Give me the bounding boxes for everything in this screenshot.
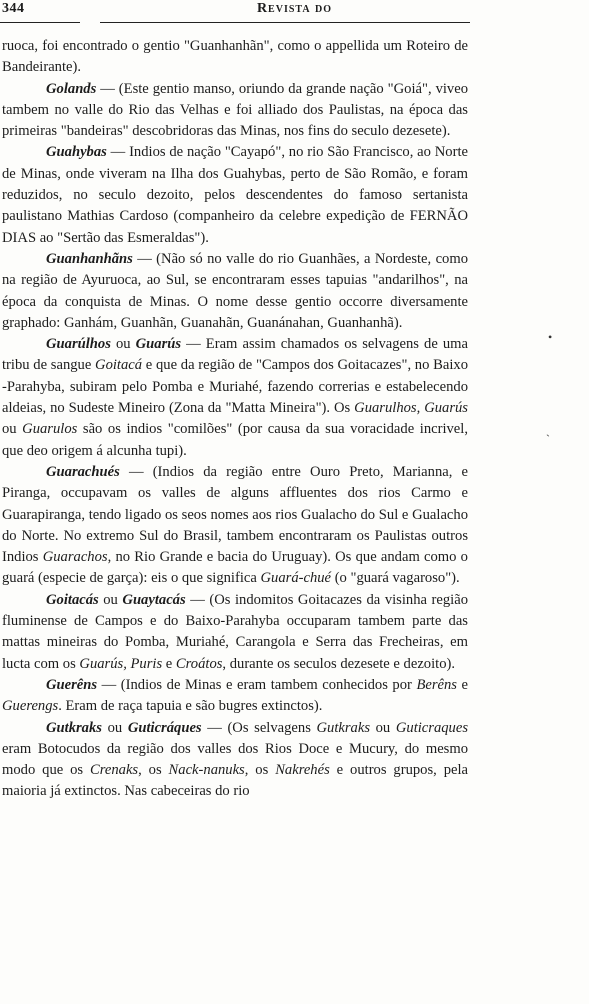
text-run: e outros grupos, pela maioria já extinctos. Nas cabeceiras do rio: [2, 762, 469, 800]
italic-name: Nakrehés: [275, 762, 330, 779]
italic-name: Guarús, Puris: [79, 655, 163, 672]
text-run: (o "guará vagaroso").: [331, 570, 460, 587]
text-run: ou: [2, 421, 23, 438]
entry-term: Gutkraks: [46, 719, 102, 736]
paragraph: [2, 675, 468, 718]
text-run: eram Botocudos da região dos valles dos Rios Doce e Mucury, do mesmo modo que os: [2, 740, 468, 779]
italic-name: Goitacá: [95, 357, 143, 374]
paragraph: [2, 36, 468, 79]
text-run: — (Este gentio manso, oriundo da grande nação "Goiá", viveo tambem no valle do Rio das Velhas e foi alliado dos Paulistas, na época das primeiras "bandeiras" descobridoras das Minas, nos fins do seculo dezesete).: [2, 80, 468, 140]
paragraph: [2, 718, 468, 803]
entry-term: Guarúlhos: [46, 336, 111, 353]
italic-name: Berêns: [416, 676, 457, 693]
page-header: [0, 0, 589, 20]
body-text: [2, 36, 468, 803]
entry-term: Guaytacás: [122, 591, 186, 608]
text-run: , os: [244, 762, 276, 779]
text-run: ruoca, foi encontrado o gentio "Guanhanhãn", como o appellida um Roteiro de Bandeirante).: [2, 38, 468, 76]
text-run: são os indios "comilões" (por causa da sua voracidade incrivel, que deo origem á alcunha tupi).: [2, 421, 468, 459]
text-run: e que da região de "Campos dos Goitacazes", no Baixo -Parahyba, subiram pelo Pomba e Muriahé, fazendo correrias e estabelecendo aldeias, no Sudeste Mineiro (Zona da "Matta Mineira"). Os: [2, 357, 468, 417]
entry-term: Guahybas: [46, 144, 107, 161]
italic-name: Guarachos: [42, 549, 108, 566]
text-run: e: [456, 676, 468, 693]
text-run: — (Os selvagens: [201, 719, 317, 736]
paragraph: [2, 590, 468, 675]
italic-name: Guticraques: [395, 719, 469, 736]
entry-term: Guerêns: [46, 676, 98, 693]
text-run: — Indios de nação "Cayapó", no rio São Francisco, ao Norte de Minas, onde viveram na Ilha dos Guahybas, perto de São Romão, e foram reduzidos, no seculo dezoito, pelos descendentes do famoso sertanista paulistano Mathias Cardoso (companheiro da celebre expedição de FERNÃO DIAS ao "Sertão das Esmeraldas").: [2, 144, 468, 246]
italic-name: Guerengs: [2, 698, 59, 715]
paragraph: [2, 79, 468, 143]
text-run: ou: [110, 336, 136, 353]
italic-name: Guarulhos, Guarús: [354, 400, 468, 417]
entry-term: Goitacás: [46, 591, 99, 608]
italic-name: Nack-nanuks: [168, 762, 245, 779]
header-rule-left: [0, 22, 80, 23]
text-run: — (Indios de Minas e eram tambem conhecidos por: [97, 676, 417, 693]
italic-name: Guará-chué: [260, 570, 332, 587]
text-run: , durante os seculos dezesete e dezoito).: [222, 655, 456, 672]
text-run: — (Não só no valle do rio Guanhães, a Nordeste, como na região de Ayuruoca, ao Sul, se encontraram esses tapuias "andarilhos", na época da conquista de Minas. O nome desse gentio occorre diversamente graphado: Ganhám, Guanhãn, Guanahãn, Guanánahan, Guanhanhã).: [2, 250, 468, 331]
paragraph: [2, 462, 468, 590]
running-head: Revista do: [256, 1, 333, 16]
entry-term: Guanhanhãns: [46, 250, 133, 267]
text-run: ou: [98, 591, 123, 608]
entry-term: Guarachués: [46, 463, 120, 480]
header-rule-right: [100, 22, 470, 23]
entry-term: Golands: [46, 80, 97, 97]
text-run: e: [162, 655, 176, 672]
italic-name: Crenaks: [90, 762, 139, 779]
entry-term: Guarús: [135, 336, 182, 353]
print-speck: •: [548, 330, 553, 344]
text-run: — Eram assim chamados os selvagens de uma tribu de sangue: [2, 336, 469, 374]
text-run: , os: [138, 762, 169, 779]
page-number: 344: [2, 1, 25, 16]
paragraph: [2, 142, 468, 248]
paragraph: [2, 334, 468, 462]
entry-term: Guticráques: [127, 719, 202, 736]
italic-name: Gutkraks: [316, 719, 371, 736]
italic-name: Guarulos: [22, 421, 78, 438]
text-run: ou: [101, 719, 128, 736]
text-run: ou: [370, 719, 396, 736]
italic-name: Croátos: [175, 655, 223, 672]
text-run: . Eram de raça tapuia e são bugres extinctos).: [58, 698, 323, 715]
text-run: , no Rio Grande e bacia do Uruguay). Os que andam como o guará (especie de garça): eis o que significa: [2, 549, 468, 587]
paragraph: [2, 249, 468, 334]
text-run: — (Os indomitos Goitacazes da visinha região fluminense de Campos e do Baixo-Parahyba occuparam tambem parte das mattas mineiras do Pomba, Muriahé, Carangola e Serra das Frecheiras, em lucta com os: [2, 591, 468, 672]
print-speck: ˋ: [546, 432, 550, 446]
text-run: — (Indios da região entre Ouro Preto, Marianna, e Piranga, occupavam os valles de alguns affluentes dos rios Carmo e Guarapiranga, tendo ligado os seos nomes aos rios Gualacho do Sul e Gualacho do Norte. No extremo Sul do Brasil, tambem encontraram os Paulistas outros Indios: [2, 463, 468, 566]
